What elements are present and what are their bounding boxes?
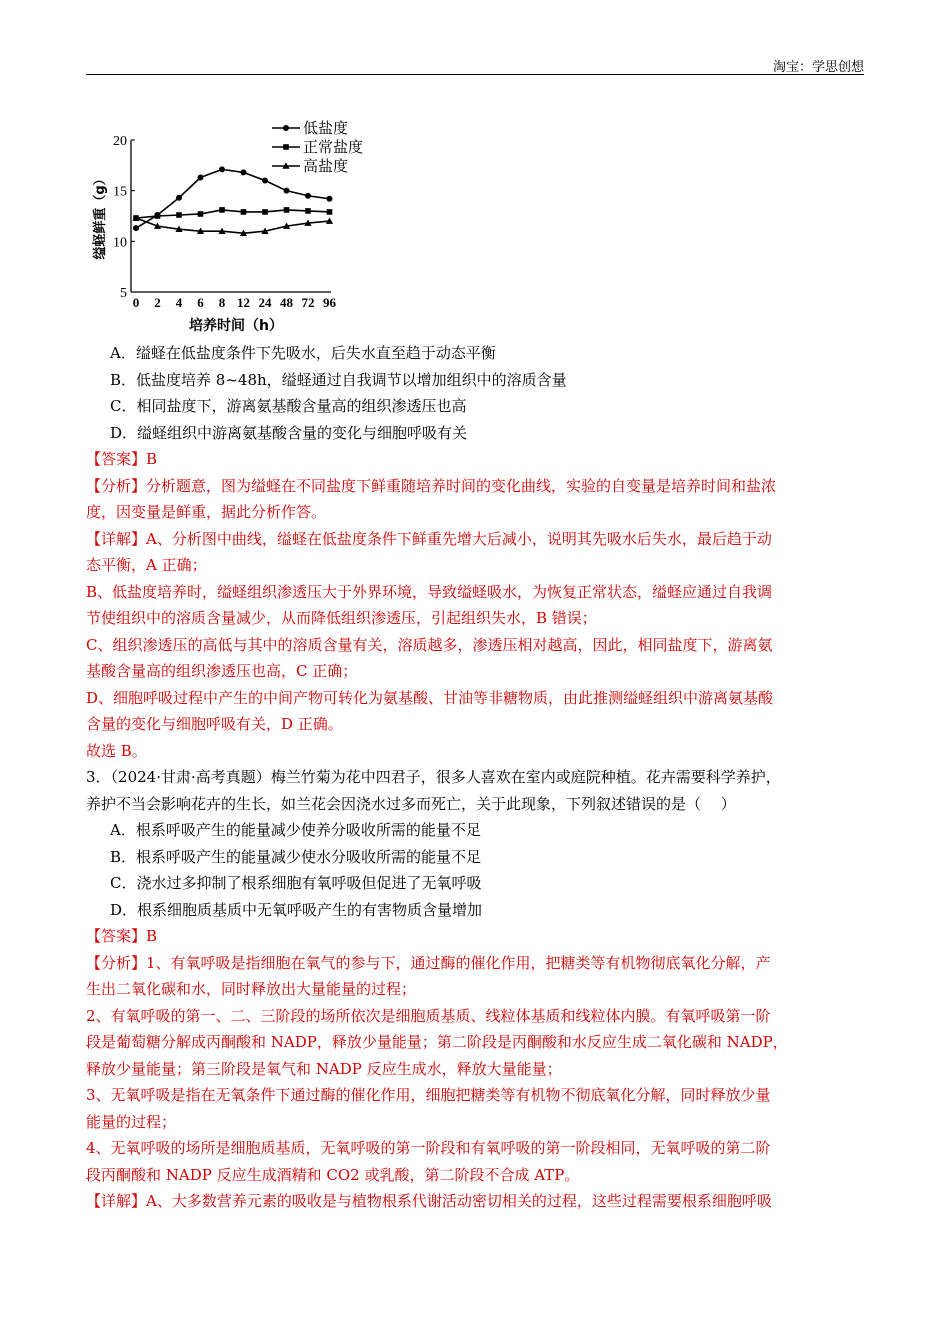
x-tick-label: 8 (218, 295, 226, 310)
q3-option-d: D．根系细胞质基质中无氧呼吸产生的有害物质含量增加 (110, 900, 483, 919)
x-tick-label: 48 (280, 295, 293, 310)
q2-detail-line: C、组织渗透压的高低与其中的溶质含量有关，溶质越多，渗透压相对越高，因此，相同盐度下，游离氨 (86, 635, 773, 654)
q2-detail-line: 基酸含量高的组织渗透压也高，C 正确； (86, 662, 358, 680)
q3-analysis-line: 2、有氧呼吸的第一、二、三阶段的场所依次是细胞质基质、线粒体基质和线粒体内膜。有氧呼吸第一阶 (86, 1006, 771, 1025)
q3-analysis-line: 【分析】1、有氧呼吸是指细胞在氧气的参与下，通过酶的催化作用，把糖类等有机物彻底氧化分解，产 (86, 953, 771, 972)
q3-analysis-line: 释放少量能量；第三阶段是氧气和 NADP 反应生成水，释放大量能量； (86, 1059, 562, 1078)
data-point (133, 225, 139, 231)
data-point (155, 213, 161, 219)
data-point (219, 166, 225, 172)
q3-analysis-line: 4、无氧呼吸的场所是细胞质基质，无氧呼吸的第一阶段和有氧呼吸的第一阶段相同，无氧呼吸的第二阶 (86, 1139, 771, 1157)
q2-detail-line: 节使组织中的溶质含量减少，从而降低组织渗透压，引起组织失水，B 错误； (86, 609, 597, 627)
q3-analysis-line: 段丙酮酸和 NADP 反应生成酒精和 CO2 或乳酸，第二阶段不合成 ATP。 (86, 1165, 580, 1184)
data-point (327, 209, 333, 215)
q2-conclusion: 故选 B。 (86, 741, 147, 760)
legend-marker (283, 125, 289, 131)
data-point (284, 188, 290, 194)
series-line-1 (136, 169, 330, 228)
x-tick-label: 72 (301, 295, 315, 310)
q3-detail-line: 【详解】A、大多数营养元素的吸收是与植物根系代谢活动密切相关的过程，这些过程需要根系细胞呼吸 (86, 1192, 772, 1210)
q2-analysis-line: 【分析】分析题意，图为缢蛏在不同盐度下鲜重随培养时间的变化曲线，实验的自变量是培养时间和盐浓 (86, 476, 777, 495)
x-tick-label: 4 (175, 295, 183, 310)
data-point (241, 169, 247, 175)
x-tick-label: 12 (237, 295, 250, 310)
series-line-2 (136, 210, 330, 218)
data-point (241, 209, 247, 215)
q3-option-a: A．根系呼吸产生的能量减少使养分吸收所需的能量不足 (110, 821, 481, 839)
y-tick-label: 5 (120, 286, 127, 301)
q2-option-b: B．低盐度培养 8~48h，缢蛏通过自我调节以增加组织中的溶质含量 (110, 370, 567, 389)
x-tick-label: 0 (132, 295, 140, 310)
series-line-3 (136, 218, 330, 233)
q2-analysis-line: 度，因变量是鲜重，据此分析作答。 (86, 503, 327, 521)
legend-label: 高盐度 (303, 157, 349, 175)
y-tick-label: 15 (113, 184, 127, 200)
data-point (176, 212, 182, 218)
q2-answer: 【答案】B (86, 450, 158, 468)
data-point (198, 174, 204, 180)
q3-analysis-line: 生出二氧化碳和水，同时释放出大量能量的过程； (86, 980, 417, 998)
q3-analysis-line: 能量的过程； (86, 1112, 177, 1131)
legend-label: 低盐度 (303, 119, 349, 137)
x-tick-label: 2 (154, 295, 161, 310)
q3-options (86, 817, 864, 923)
data-point (198, 211, 204, 217)
q2-detail-line: D、细胞呼吸过程中产生的中间产物可转化为氨基酸、甘油等非糖物质，由此推测缢蛏组织中游离氨基酸 (86, 688, 774, 707)
data-point (305, 208, 311, 214)
q2-options (86, 340, 864, 446)
line-chart (86, 118, 386, 338)
data-point (284, 207, 290, 213)
y-axis-label: 缢蛏鲜重（g） (93, 172, 108, 260)
data-point (305, 193, 311, 199)
q2-detail-line: 态平衡，A 正确； (86, 556, 207, 574)
q2-option-a: A．缢蛏在低盐度条件下先吸水，后失水直至趋于动态平衡 (110, 344, 496, 362)
data-point (219, 207, 225, 213)
x-tick-label: 96 (323, 295, 336, 310)
x-axis-label: 培养时间（h） (189, 318, 283, 334)
q3-stem-line: 3．（2024·甘肃·高考真题）梅兰竹菊为花中四君子，很多人喜欢在室内或庭院种植。花卉需要科学养护， (86, 768, 781, 786)
header-text: 淘宝：学思创想 (772, 60, 864, 75)
data-point (262, 209, 268, 215)
header-rule (86, 74, 864, 75)
data-point (262, 178, 268, 184)
q3-analysis-line: 3、无氧呼吸是指在无氧条件下通过酶的催化作用，细胞把糖类等有机物不彻底氧化分解，同时释放少量 (86, 1086, 771, 1104)
y-tick-label: 20 (113, 134, 127, 149)
data-point (327, 196, 333, 202)
q3-stem-line: 养护不当会影响花卉的生长，如兰花会因浇水过多而死亡，关于此现象，下列叙述错误的是（ ） (86, 794, 736, 813)
content (86, 340, 864, 1215)
y-tick-label: 10 (113, 235, 127, 251)
q3-option-c: C．浇水过多抑制了根系细胞有氧呼吸但促进了无氧呼吸 (110, 874, 482, 892)
x-tick-label: 24 (258, 295, 272, 310)
q2-detail-line: 【详解】A、分析图中曲线，缢蛏在低盐度条件下鲜重先增大后减小，说明其先吸水后失水，最后趋于动 (86, 529, 772, 548)
q3-option-b: B．根系呼吸产生的能量减少使水分吸收所需的能量不足 (110, 847, 482, 866)
legend-label: 正常盐度 (303, 138, 364, 156)
q2-option-c: C．相同盐度下，游离氨基酸含量高的组织渗透压也高 (110, 397, 467, 415)
q2-option-d: D．缢蛏组织中游离氨基酸含量的变化与细胞呼吸有关 (110, 423, 468, 442)
q3-answer: 【答案】B (86, 927, 158, 945)
x-tick-label: 6 (197, 295, 204, 310)
q2-detail-line: B、低盐度培养时，缢蛏组织渗透压大于外界环境，导致缢蛏吸水，为恢复正常状态，缢蛏应通过自我调 (86, 582, 773, 601)
data-point (176, 195, 182, 201)
q2-detail-line: 含量的变化与细胞呼吸有关，D 正确。 (86, 715, 343, 733)
q3-analysis-line: 段是葡萄糖分解成丙酮酸和 NADP，释放少量能量；第二阶段是丙酮酸和水反应生成二氧化碳和 NADP， (86, 1033, 788, 1051)
legend-marker (283, 144, 289, 150)
